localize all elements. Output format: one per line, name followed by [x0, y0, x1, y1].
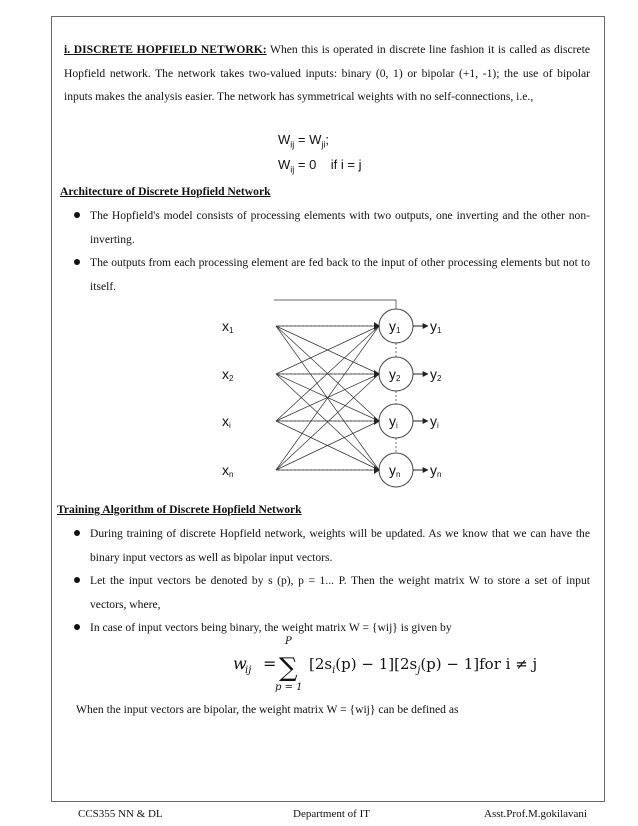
formula-lhs-sub: ij	[245, 665, 252, 676]
formula-lhs: w	[233, 654, 247, 673]
footer-course: CCS355 NN & DL	[78, 808, 163, 820]
symmetric-weight-equation	[278, 130, 361, 179]
architecture-list	[68, 204, 590, 298]
neuron-label: y1	[389, 318, 401, 335]
input-label-xn: xn	[222, 462, 234, 479]
list-item: During training of discrete Hopfield network, weights will be updated. As we know that we can have the binary input vectors as well as bipolar input vectors.	[68, 522, 590, 569]
bipolar-intro: When the input vectors are bipolar, the weight matrix W = {wij} can be defined as	[76, 703, 459, 716]
intro-paragraph	[64, 38, 590, 109]
section-title: i. DISCRETE HOPFIELD NETWORK:	[64, 43, 267, 56]
sum-sigma: ∑	[279, 653, 298, 683]
output-label: y2	[430, 366, 442, 383]
weight-symmetry-line: $W_{ij} = W_{ji}$;	[278, 132, 329, 150]
training-list	[68, 522, 590, 640]
architecture-heading: Architecture of Discrete Hopfield Network	[60, 185, 271, 198]
binary-weight-formula	[233, 636, 538, 693]
hopfield-network-diagram	[218, 296, 458, 490]
list-item: The Hopfield's model consists of processing elements with two outputs, one inverting and the other non-inverting.	[68, 204, 590, 251]
sum-lower-limit: p = 1	[275, 682, 303, 693]
formula-body: $[2s_i(p) - 1][2s_j(p) - 1]for$ i ≠ j	[309, 655, 538, 676]
list-item: The outputs from each processing element are fed back to the input of other processing elements but not to itself.	[68, 251, 590, 298]
output-label: yi	[430, 413, 439, 430]
neuron-label: y2	[389, 366, 401, 383]
training-heading: Training Algorithm of Discrete Hopfield Network	[57, 503, 302, 516]
input-label-x2: x2	[222, 366, 234, 383]
list-item: In case of input vectors being binary, the weight matrix W = {wij} is given by	[68, 616, 590, 640]
footer-department: Department of IT	[293, 808, 370, 820]
output-label: yn	[430, 462, 442, 479]
output-label: y1	[430, 318, 442, 335]
formula-equals: =	[263, 654, 277, 673]
self-connection-line: $W_{ij} = 0$ if i = j	[278, 156, 362, 175]
input-label-xi: xi	[222, 413, 231, 430]
neuron-label: yn	[389, 462, 401, 479]
intro-text: When this is operated in discrete line fashion it is called as discrete Hopfield network. The network takes two-valued inputs: binary (0, 1) or bipolar (+1, -1); the use of bipolar inputs makes the analysis easier. The network has symmetrical weights with no self-connections, i.e.,	[64, 43, 590, 103]
neuron-label: yi	[389, 413, 398, 430]
input-label-x1: x1	[222, 318, 234, 335]
footer-author: Asst.Prof.M.gokilavani	[484, 808, 587, 820]
sum-upper-limit: P	[285, 636, 292, 647]
list-item: Let the input vectors be denoted by s (p), p = 1... P. Then the weight matrix W to store a set of input vectors, where,	[68, 569, 590, 616]
